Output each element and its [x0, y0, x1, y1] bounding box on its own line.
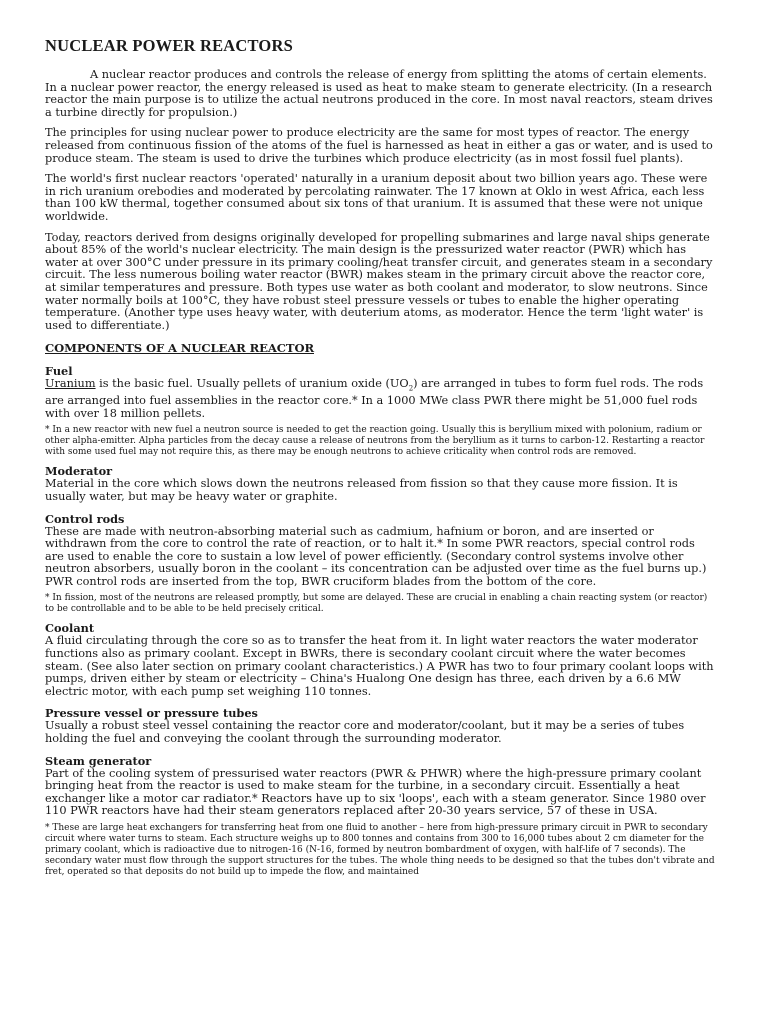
document-content — [45, 36, 715, 884]
fuel-subscript: 2 — [408, 384, 414, 393]
control-rods-heading: Control rods — [45, 511, 125, 526]
steam-generator-heading: Steam generator — [45, 753, 152, 768]
steam-generator-footnote: * These are large heat exchangers for transferring heat from one fluid to another – here from high-pressure primary circuit in PWR to secondary circuit where water turns to steam. Each structure weighs up to 800 tonnes and contains from 300 to 16,000 tubes about 2 cm diameter for the primary coolant, which is radioactive due to nitrogen-16 (N-16, formed by neutron bombardment of oxygen, with half-life of 7 seconds). The secondary water must flow through the support structures for the tubes. The whole thing needs to be designed so that the tubes don't vibrate and fret, operated so that deposits do not build up to impede the flow, and maintained — [45, 823, 715, 877]
intro-paragraph-4: Today, reactors derived from designs originally developed for propelling submarines and large naval ships generate about 85% of the world's nuclear electricity. The main design is the pressurized water reactor (PWR) which has water at over 300°C under pressure in its primary cooling/heat transfer circuit, and generates steam in a secondary circuit. The less numerous boiling water reactor (BWR) makes steam in the primary circuit above the reactor core, at similar temperatures and pressure. Both types use water as both coolant and moderator, to slow neutrons. Since water normally boils at 100°C, they have robust steel pressure vessels or tubes to enable the higher operating temperature. (Another type uses heavy water, with deuterium atoms, as moderator. Hence the term 'light water' is used to differentiate.) — [45, 230, 713, 332]
page-title: NUCLEAR POWER REACTORS — [45, 36, 293, 55]
steam-generator-text: Part of the cooling system of pressurised water reactors (PWR & PHWR) where the high-pressure primary coolant bringing heat from the reactor is used to make steam for the turbine, in a secondary circuit. Essentially a heat exchanger like a motor car radiator.* Reactors have up to six 'loops', each with a steam generator. Since 1980 over 110 PWR reactors have had their steam generators replaced after 20-30 years service, 57 of these in USA. — [45, 766, 706, 818]
control-rods-text: These are made with neutron-absorbing material such as cadmium, hafnium or boron, and are inserted or withdrawn from the core to control the rate of reaction, or to halt it.* In some PWR reactors, special control rods are used to enable the core to sustain a low level of power efficiently. (Secondary control systems involve other neutron absorbers, usually boron in the coolant – its concentration can be adjusted over time as the fuel burns up.) PWR control rods are inserted from the top, BWR cruciform blades from the bottom of the core. — [45, 524, 707, 588]
intro-paragraph-3: The world's first nuclear reactors 'operated' naturally in a uranium deposit about two billion years ago. These were in rich uranium orebodies and moderated by percolating rainwater. The 17 known at Oklo in west Africa, each less than 100 kW thermal, together consumed about six tons of that uranium. It is assumed that these were not unique worldwide. — [45, 172, 708, 223]
fuel-text-part-2: ) are arranged in tubes to form fuel rods. The rods are arranged into fuel assemblies in the reactor core.* In a 1000 MWe class PWR there might be 51,000 fuel rods with over 18 million pellets. — [45, 377, 704, 420]
coolant-heading: Coolant — [45, 621, 95, 636]
fuel-footnote: * In a new reactor with new fuel a neutron source is needed to get the reaction going. Usually this is beryllium mixed with polonium, radium or other alpha-emitter. Alpha particles from the decay cause a release of neutrons from the beryllium as it turns to carbon-12. Restarting a reactor with some used fuel may not require this, as there may be enough neutrons to achieve criticality when control rods are removed. — [45, 425, 705, 458]
intro-paragraph-2: The principles for using nuclear power to produce electricity are the same for most types of reactor. The energy released from continuous fission of the atoms of the fuel is harnessed as heat in either a gas or water, and is used to produce steam. The steam is used to drive the turbines which produce electricity (as in most fossil fuel plants). — [45, 126, 713, 165]
moderator-text: Material in the core which slows down the neutrons released from fission so that they cause more fission. It is usually water, but may be heavy water or graphite. — [45, 477, 678, 503]
pressure-vessel-text: Usually a robust steel vessel containing the reactor core and moderator/coolant, but it may be a series of tubes holding the fuel and conveying the coolant through the surrounding moderator. — [45, 719, 685, 746]
pressure-vessel-heading: Pressure vessel or pressure tubes — [45, 706, 258, 721]
coolant-text: A fluid circulating through the core so as to transfer the heat from it. In light water reactors the water moderator functions also as primary coolant. Except in BWRs, there is secondary coolant circuit where the water becomes steam. (See also later section on primary coolant characteristics.) A PWR has two to four primary coolant loops with pumps, driven either by steam or electricity – China's Hualong One design has three, each driven by a 6.6 MW electric motor, with each pump set weighing 110 tonnes. — [45, 634, 714, 698]
fuel-text — [45, 378, 715, 420]
uranium-term: Uranium — [45, 377, 96, 391]
moderator-heading: Moderator — [45, 464, 113, 479]
control-rods-footnote: * In fission, most of the neutrons are released promptly, but some are delayed. These are crucial in enabling a chain reacting system (or reactor) to be controllable and to be able to be held precisely critical. — [45, 593, 708, 615]
intro-paragraph-1: A nuclear reactor produces and controls the release of energy from splitting the atoms of certain elements. In a nuclear power reactor, the energy released is used as heat to make steam to generate electricity. (In a research reactor the main purpose is to utilize the actual neutrons produced in the core. In most naval reactors, steam drives a turbine directly for propulsion.) — [45, 68, 713, 119]
fuel-text-part-1: is the basic fuel. Usually pellets of uranium oxide (UO — [95, 377, 409, 391]
fuel-heading: Fuel — [45, 364, 73, 379]
components-heading: COMPONENTS OF A NUCLEAR REACTOR — [45, 341, 314, 356]
